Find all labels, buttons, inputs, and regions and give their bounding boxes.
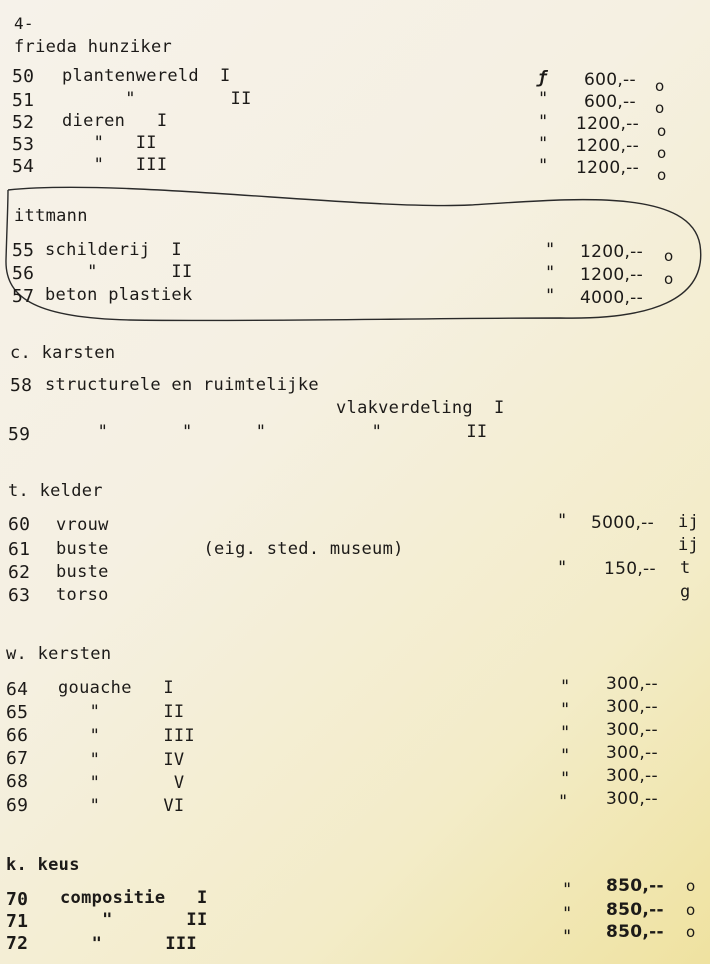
item-number: 59 (8, 424, 31, 445)
item-number: 69 (6, 795, 29, 816)
item-number: 66 (6, 725, 29, 746)
item-mark: o (686, 901, 696, 919)
item-title: torso (56, 585, 109, 605)
item-title: " II (45, 262, 193, 282)
item-mark: o (655, 99, 665, 117)
item-title: buste (56, 562, 109, 582)
item-title: beton plastiek (45, 285, 193, 305)
currency-sign: ƒ (537, 68, 548, 88)
item-number: 58 (10, 375, 33, 396)
item-price: 300,-- (606, 743, 658, 763)
item-number: 51 (12, 90, 35, 111)
item-mark: o (655, 77, 665, 95)
item-title: " III (60, 934, 197, 954)
ditto-mark: " (538, 134, 549, 154)
ditto-mark: " (538, 89, 549, 109)
item-number: 70 (6, 889, 29, 910)
item-mark: o (664, 247, 674, 265)
ditto-mark: " (560, 723, 571, 743)
ditto-mark: " (557, 558, 568, 578)
artist-heading: k. keus (6, 855, 80, 875)
item-title: structurele en ruimtelijke (45, 375, 319, 395)
item-title: " VI (58, 796, 185, 816)
item-price: 850,-- (606, 876, 664, 896)
item-number: 63 (8, 585, 31, 606)
item-mark: o (686, 923, 696, 941)
item-price: 150,-- (604, 559, 656, 579)
item-price: 300,-- (606, 720, 658, 740)
ditto-mark: " (545, 286, 556, 306)
item-price: 1200,-- (576, 114, 640, 134)
item-number: 55 (12, 240, 35, 261)
item-mark: o (686, 877, 696, 895)
item-mark: o (657, 166, 667, 184)
item-mark: o (657, 122, 667, 140)
item-price: 850,-- (606, 922, 664, 942)
item-title: " III (58, 726, 195, 746)
item-number: 72 (6, 933, 29, 954)
artist-heading: w. kersten (6, 644, 112, 664)
item-number: 64 (6, 679, 29, 700)
item-mark: o (664, 270, 674, 288)
ditto-mark: " (557, 511, 568, 531)
item-title: " II (60, 910, 208, 930)
item-price: 4000,-- (580, 288, 644, 308)
item-number: 57 (12, 286, 35, 307)
ditto-mark: " (562, 927, 573, 947)
item-number: 67 (6, 748, 29, 769)
item-number: 68 (6, 771, 29, 792)
item-price: 300,-- (606, 766, 658, 786)
item-mark: ij (678, 535, 700, 555)
item-number: 60 (8, 514, 31, 535)
item-number: 65 (6, 702, 29, 723)
ditto-mark: " (560, 769, 571, 789)
ditto-mark: " (560, 700, 571, 720)
ditto-mark: " (538, 156, 549, 176)
item-title: " IV (58, 750, 185, 770)
item-price: 1200,-- (580, 242, 644, 262)
ditto-mark: " (545, 263, 556, 283)
item-number: 56 (12, 263, 35, 284)
ditto-mark: " (558, 792, 569, 812)
item-mark: o (657, 144, 667, 162)
artist-heading: ittmann (14, 206, 88, 226)
item-number: 54 (12, 156, 35, 177)
item-title: vrouw (56, 515, 109, 535)
item-title: buste (eig. sted. museum) (56, 539, 404, 559)
item-number: 52 (12, 112, 35, 133)
item-price: 5000,-- (591, 513, 655, 533)
item-price: 1200,-- (576, 158, 640, 178)
item-title: " II (58, 702, 185, 722)
item-title: " II (62, 133, 157, 153)
item-title: schilderij I (45, 240, 182, 260)
item-price: 600,-- (584, 70, 636, 90)
item-title: plantenwereld I (62, 66, 231, 86)
item-title-continued: vlakverdeling I (336, 398, 505, 418)
item-price: 300,-- (606, 697, 658, 717)
item-number: 71 (6, 911, 29, 932)
item-price: 600,-- (584, 92, 636, 112)
ditto-mark: " (562, 904, 573, 924)
item-title: compositie I (60, 888, 208, 908)
item-price: 300,-- (606, 674, 658, 694)
item-title: " II (62, 89, 252, 109)
item-price: 1200,-- (580, 265, 644, 285)
item-mark: g (680, 582, 691, 602)
item-number: 53 (12, 134, 35, 155)
item-mark: t (680, 558, 691, 578)
item-number: 61 (8, 539, 31, 560)
item-title: dieren I (62, 111, 168, 131)
item-number: 62 (8, 562, 31, 583)
ditto-mark: " (560, 746, 571, 766)
item-price: 1200,-- (576, 136, 640, 156)
item-price: 850,-- (606, 900, 664, 920)
item-title: " III (62, 155, 168, 175)
item-title: gouache I (58, 678, 174, 698)
page-number: 4- (14, 14, 34, 33)
artist-heading: t. kelder (8, 481, 103, 501)
artist-heading: c. karsten (10, 343, 116, 363)
ditto-mark: " (562, 880, 573, 900)
artist-heading: frieda hunziker (14, 37, 173, 57)
item-number: 50 (12, 66, 35, 87)
item-title: " V (58, 773, 185, 793)
ditto-mark: " (538, 112, 549, 132)
item-price: 300,-- (606, 789, 658, 809)
ditto-mark: " (560, 677, 571, 697)
item-mark: ij (678, 512, 700, 532)
item-title: " " " " II (45, 422, 488, 442)
ditto-mark: " (545, 240, 556, 260)
